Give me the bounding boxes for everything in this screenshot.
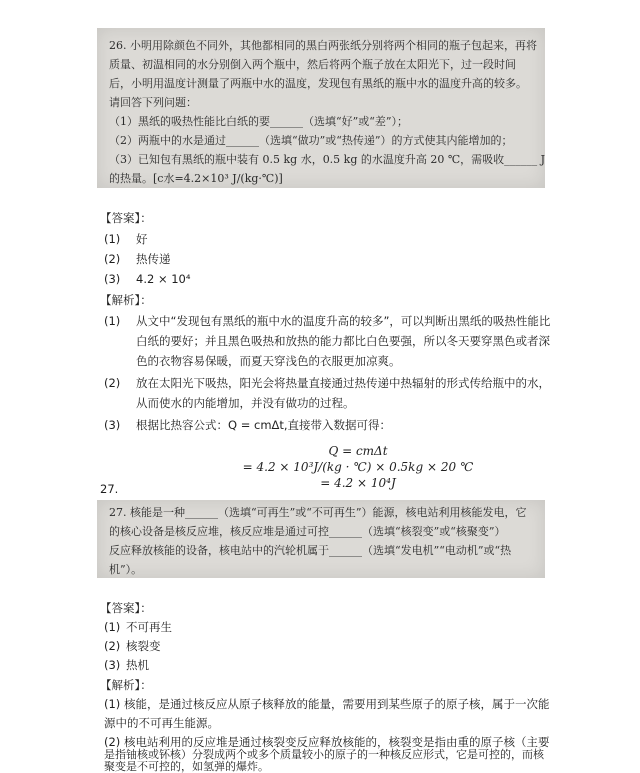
analysis-line: 根据比热容公式：Q = cmΔt,直接带入数据可得：: [136, 418, 392, 432]
formula-line: Q = cmΔt: [328, 444, 388, 458]
q26-answer-header: 【答案】：: [100, 211, 152, 225]
analysis-line: (2) 核电站利用的反应堆是通过核裂变反应释放核能的，核裂变是指由重的原子核（主要: [104, 735, 550, 749]
q26-line: 质量、初温相同的水分别倒入两个瓶中，然后将两个瓶子放在太阳光下，过一段时间: [109, 58, 516, 71]
q27-line: 27. 核能是一种______（选填“可再生”或“不可再生”）能源，核电站利用核能发电，它: [109, 506, 527, 519]
formula-line: = 4.2 × 10⁴J: [320, 476, 396, 490]
analysis-line: 放在太阳光下吸热，阳光会将热量直接通过热传递中热辐射的形式传给瓶中的水，: [136, 376, 550, 390]
answer-num: (3): [104, 272, 121, 286]
answer-num: (3): [104, 658, 121, 672]
answer-num: (2): [104, 639, 121, 653]
analysis-line: 色的衣物容易保暖，而夏天穿浅色的衣服更加凉爽。: [136, 354, 401, 368]
q26-line: 26. 小明用除颜色不同外，其他都相同的黑白两张纸分别将两个相同的瓶子包起来，再将: [109, 39, 537, 52]
analysis-line: 源中的不可再生能源。: [104, 716, 219, 730]
question-26-photo: [97, 28, 545, 188]
q26-line: （2）两瓶中的水是通过______（选填“做功”或“热传递”）的方式使其内能增加的；: [109, 134, 513, 147]
analysis-line: 从而使水的内能增加，并没有做功的过程。: [136, 396, 355, 410]
q27-line: 的核心设备是核反应堆，核反应堆是通过可控______（选填“核裂变”或“核聚变”）: [109, 525, 506, 538]
answer-num: (1): [104, 620, 121, 634]
q26-line: 请回答下列问题：: [109, 96, 197, 109]
answer-value: 4.2 × 10⁴: [136, 272, 191, 286]
answer-value: 热机: [126, 658, 149, 672]
q26-line: 后，小明用温度计测量了两瓶中水的温度，发现包有黑纸的瓶中水的温度升高的较多。: [109, 77, 527, 90]
q27-analysis-header: 【解析】：: [100, 678, 152, 692]
question-27-photo: [97, 500, 545, 578]
analysis-line: 聚变是不可控的，如氢弹的爆炸。: [104, 760, 269, 773]
q27-label: 27.: [100, 482, 119, 496]
analysis-line: 是指铀核或钚核）分裂成两个或多个质量较小的原子的一种核反应形式，它是可控的，而核: [104, 748, 544, 761]
answer-value: 热传递: [136, 252, 171, 266]
q27-answer-header: 【答案】：: [100, 601, 152, 615]
answer-num: (1): [104, 232, 121, 246]
q26-line: （3）已知包有黑纸的瓶中装有 0.5 kg 水，0.5 kg 的水温度升高 20 ℃，需吸收______ J: [109, 153, 546, 166]
analysis-num: (2): [104, 376, 121, 390]
answer-num: (2): [104, 252, 121, 266]
analysis-line: 从文中“发现包有黑纸的瓶中水的温度升高的较多”，可以判断出黑纸的吸热性能比: [136, 314, 551, 328]
analysis-line: 白纸的要好；并且黑色吸热和放热的能力都比白色要强，所以冬天要穿黑色或者深: [136, 334, 550, 348]
q26-line: （1）黑纸的吸热性能比白纸的要______（选填“好”或“差”）；: [109, 115, 408, 128]
q26-analysis-header: 【解析】：: [100, 293, 152, 307]
q27-line: 反应释放核能的设备，核电站中的汽轮机属于______（选填“发电机”“电动机”或“热: [109, 544, 512, 557]
q26-line: 的热量。[c水=4.2×10³ J/(kg·℃)]: [109, 172, 283, 185]
analysis-num: (1): [104, 314, 121, 328]
q27-line: 机”）。: [109, 563, 143, 576]
answer-value: 不可再生: [126, 620, 172, 634]
formula-line: = 4.2 × 10³J/(kg · ℃) × 0.5kg × 20 ℃: [242, 460, 474, 474]
answer-value: 核裂变: [126, 639, 161, 653]
analysis-num: (3): [104, 418, 121, 432]
analysis-line: (1) 核能，是通过核反应从原子核释放的能量，需要用到某些原子的原子核，属于一次能: [104, 697, 550, 711]
answer-value: 好: [136, 232, 148, 246]
